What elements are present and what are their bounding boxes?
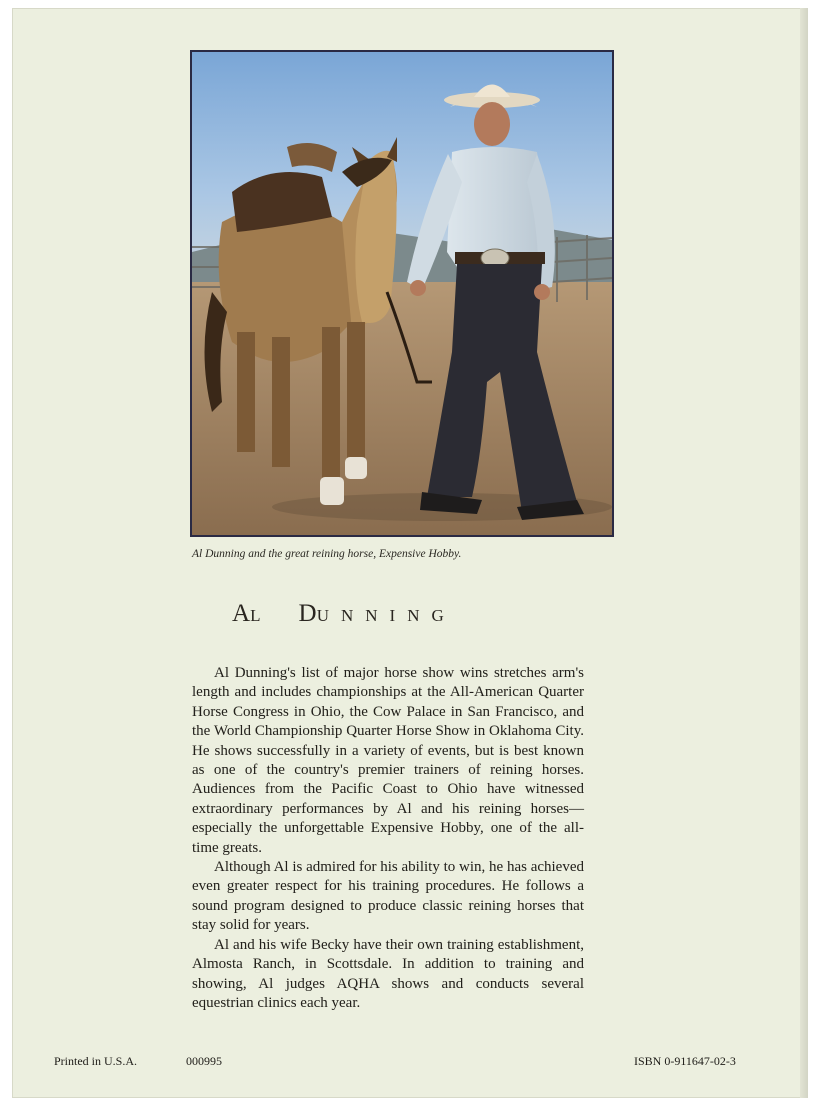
heading-first-rest: L xyxy=(250,606,273,625)
bio-paragraph: Although Al is admired for his ability to win, he has achieved even greater respect for his training procedures. He follows a sound program designed to produce classic reining horses that stay solid for years. xyxy=(192,859,584,934)
printed-in-note: Printed in U.S.A. xyxy=(54,1054,138,1068)
author-heading xyxy=(232,600,592,628)
author-bio xyxy=(192,664,584,1013)
cover-photo xyxy=(190,50,614,537)
back-cover xyxy=(12,8,808,1098)
heading-last-initial: D xyxy=(298,600,317,627)
heading-first-initial: A xyxy=(232,600,251,627)
bio-paragraph: Al and his wife Becky have their own training establishment, Almosta Ranch, in Scottsdale. In addition to training and showing, Al judges AQHA shows and conducts several equestrian clinics each year. xyxy=(192,936,584,1011)
catalog-code: 000995 xyxy=(186,1054,222,1068)
heading-last-rest: UNNING xyxy=(316,606,456,625)
isbn-number: ISBN 0-911647-02-3 xyxy=(634,1054,736,1068)
horse-and-rider-photo xyxy=(192,52,612,535)
photo-caption: Al Dunning and the great reining horse, Expensive Hobby. xyxy=(192,548,462,560)
bio-paragraph: Al Dunning's list of major horse show wins stretches arm's length and includes championships at the All-American Quarter Horse Congress in Ohio, the Cow Palace in San Francisco, and the World Championship Quarter Horse Show in Oklahoma City. He shows successfully in a variety of events, but is best known as one of the country's premier trainers of reining horses. Audiences from the Pacific Coast to Ohio have witnessed extraordinary performances by Al and his reining horses—especially the unforgettable Expensive Hobby, one of the all-time greats. xyxy=(192,665,584,856)
